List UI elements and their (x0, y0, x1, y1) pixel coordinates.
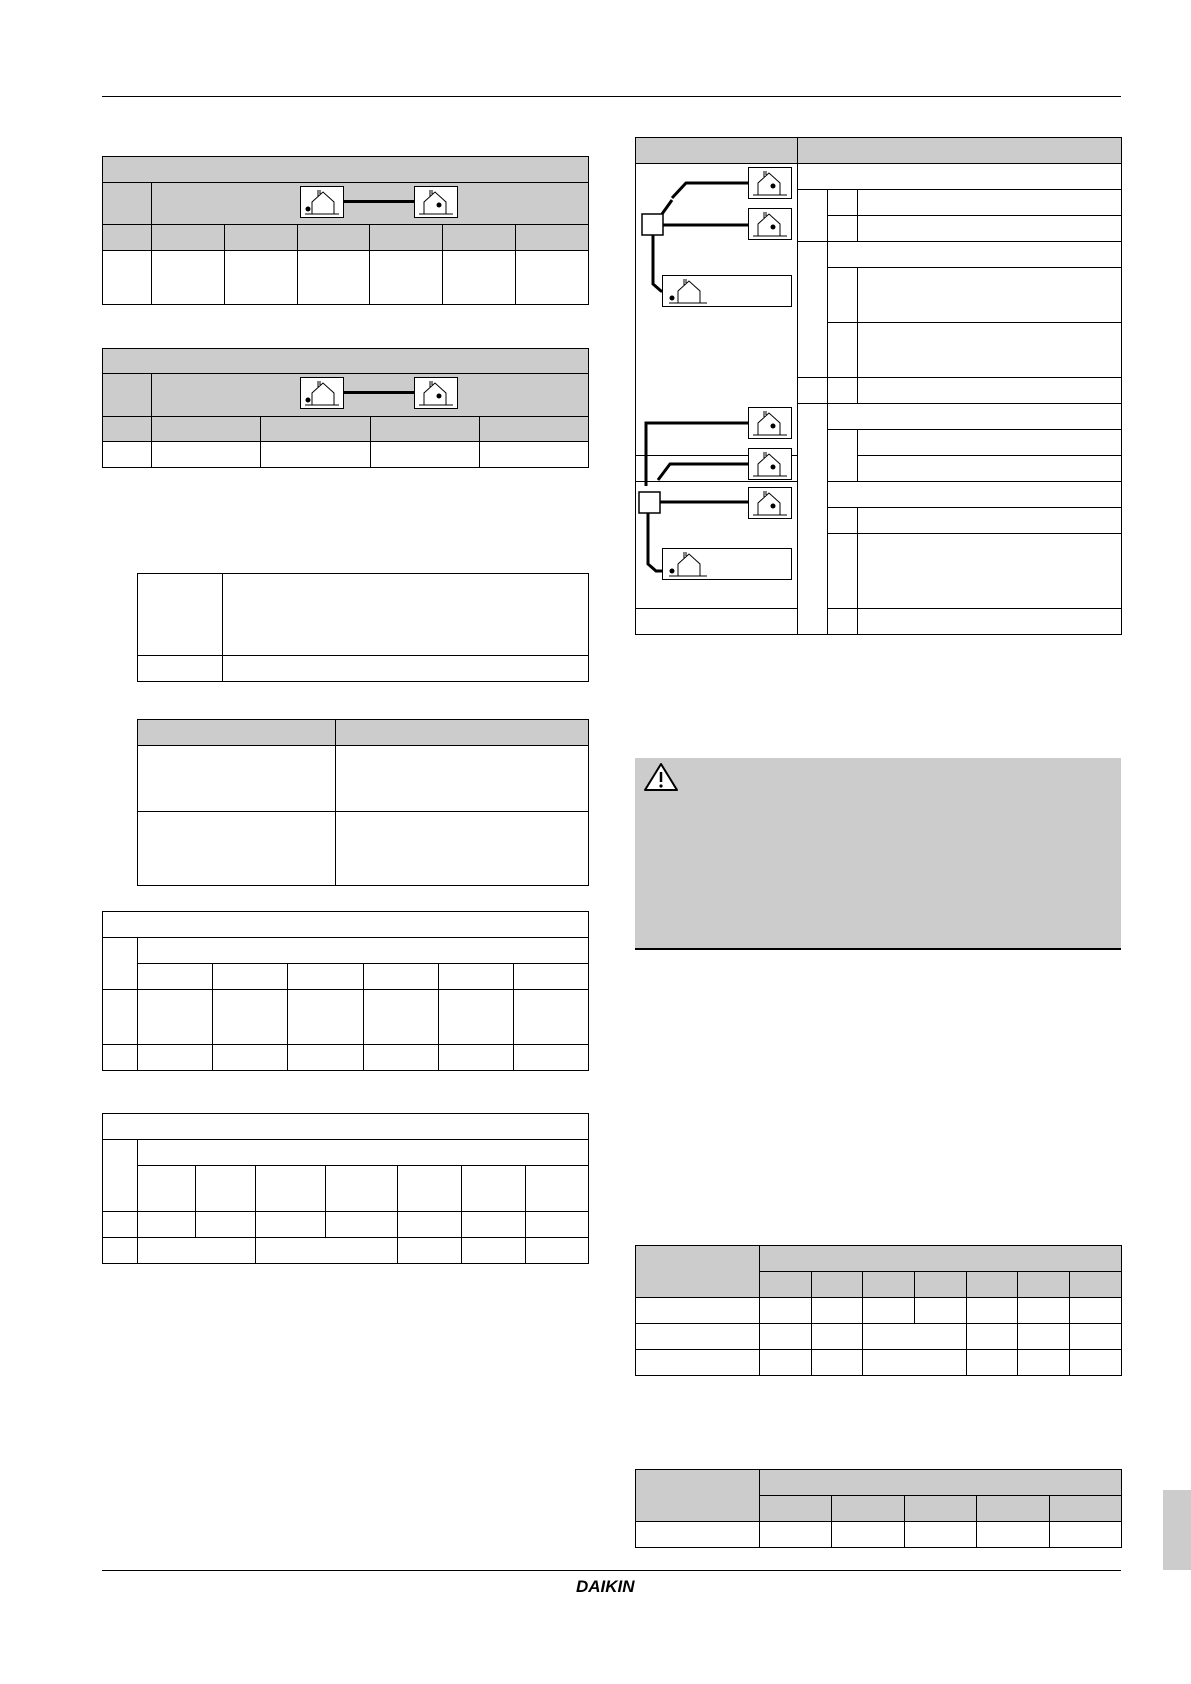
model-table-b (635, 1469, 1122, 1548)
header-rule (102, 96, 1121, 97)
house-icon (748, 487, 792, 519)
length-table-5 (102, 911, 589, 1071)
refnet-branch-icon (639, 492, 660, 513)
piping-line (344, 391, 414, 394)
house-icon (414, 186, 458, 218)
model-table-a (635, 1245, 1122, 1376)
house-icon (748, 407, 792, 439)
house-icon (300, 186, 344, 218)
piping-length-table-1 (102, 156, 589, 305)
length-table-6 (102, 1113, 589, 1264)
piping-length-table-2 (102, 348, 589, 468)
house-icon (662, 548, 792, 580)
condition-table (137, 719, 589, 886)
house-icon (300, 377, 344, 409)
house-icon (748, 448, 792, 480)
warning-box (635, 758, 1121, 950)
house-icon (748, 167, 792, 199)
daikin-logo (575, 1575, 650, 1597)
warning-triangle-icon (643, 762, 679, 792)
house-icon (662, 275, 792, 307)
chapter-tab (1163, 1490, 1191, 1570)
house-icon (414, 377, 458, 409)
svg-text:DAIKIN: DAIKIN (576, 1577, 635, 1596)
note-table (137, 573, 589, 682)
brand-logo (575, 1575, 650, 1597)
footer-rule (102, 1570, 1121, 1571)
refnet-branch-icon (642, 214, 663, 235)
house-icon (748, 208, 792, 240)
piping-line (344, 200, 414, 203)
